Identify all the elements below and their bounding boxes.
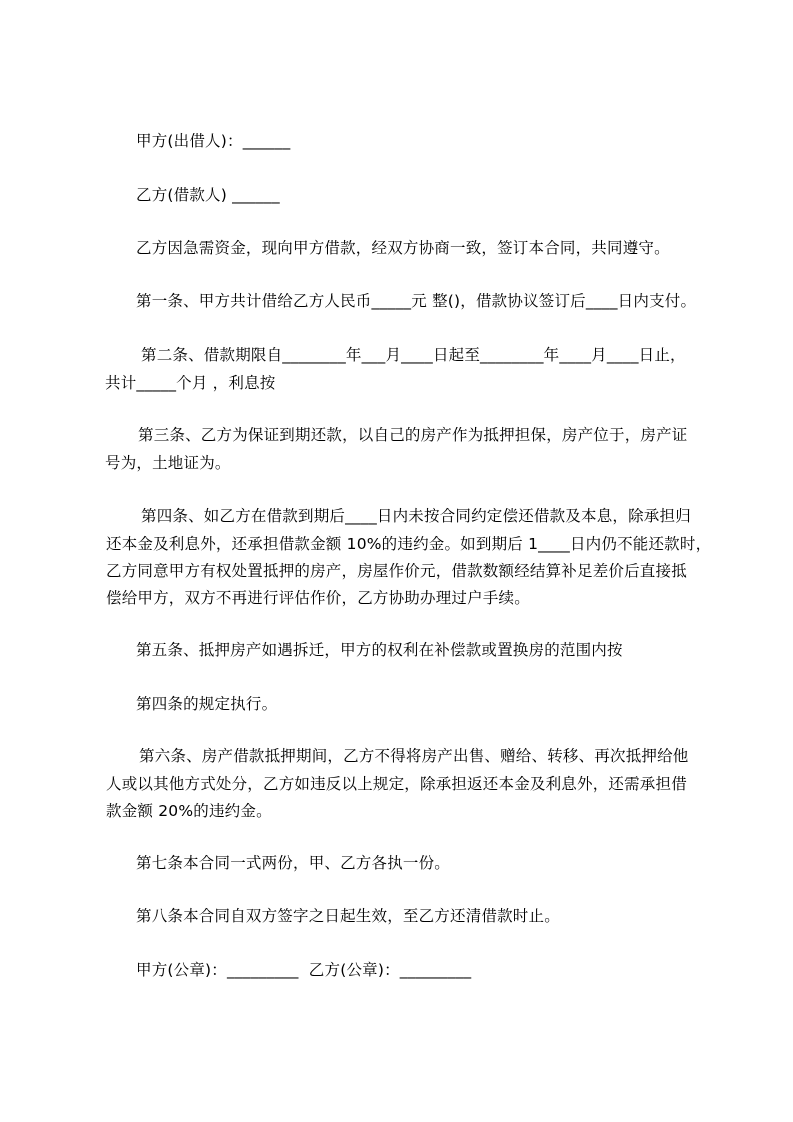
- article-2-line-1: 第二条、借款期限自________年___月____日起至________年____月____日止，: [141, 346, 686, 364]
- article-6-line-2: 人或以其他方式处分，乙方如违反以上规定，除承担返还本金及利息外，还需承担借: [106, 775, 687, 793]
- article-3-line-1: 第三条、乙方为保证到期还款，以自己的房产作为抵押担保，房产位于，房产证: [138, 426, 688, 444]
- article-1: 第一条、甲方共计借给乙方人民币_____元 整()，借款协议签订后____日内支付。: [136, 292, 697, 310]
- article-6-line-3: 款金额 20%的违约金。: [106, 802, 272, 820]
- article-4-line-3: 乙方同意甲方有权处置抵押的房产，房屋作价元，借款数额经结算补足差价后直接抵: [106, 562, 687, 580]
- article-4-line-2: 还本金及利息外，还承担借款金额 10%的违约金。如到期后 1____日内仍不能还款时，: [106, 535, 712, 553]
- article-7: 第七条本合同一式两份，甲、乙方各执一份。: [136, 854, 451, 872]
- article-5-line-1: 第五条、抵押房产如遇拆迁，甲方的权利在补偿款或置换房的范围内按: [136, 641, 623, 659]
- signature-line: 甲方(公章)：_________ 乙方(公章)：_________: [136, 961, 472, 979]
- article-6-line-1: 第六条、房产借款抵押期间，乙方不得将房产出售、赠给、转移、再次抵押给他: [139, 747, 689, 765]
- party-a-line: 甲方(出借人)：______: [136, 132, 291, 150]
- intro-paragraph: 乙方因急需资金，现向甲方借款，经双方协商一致，签订本合同，共同遵守。: [136, 239, 670, 257]
- party-b-line: 乙方(借款人) ______: [136, 186, 280, 204]
- article-8: 第八条本合同自双方签字之日起生效，至乙方还清借款时止。: [136, 907, 560, 925]
- article-4-line-4: 偿给甲方，双方不再进行评估作价，乙方协助办理过户手续。: [106, 589, 530, 607]
- article-5-line-2: 第四条的规定执行。: [136, 695, 278, 713]
- article-4-line-1: 第四条、如乙方在借款到期后____日内未按合同约定偿还借款及本息，除承担归: [141, 507, 691, 525]
- article-2-line-2: 共计_____个月 ，利息按: [105, 374, 276, 392]
- article-3-line-2: 号为，土地证为。: [105, 454, 231, 472]
